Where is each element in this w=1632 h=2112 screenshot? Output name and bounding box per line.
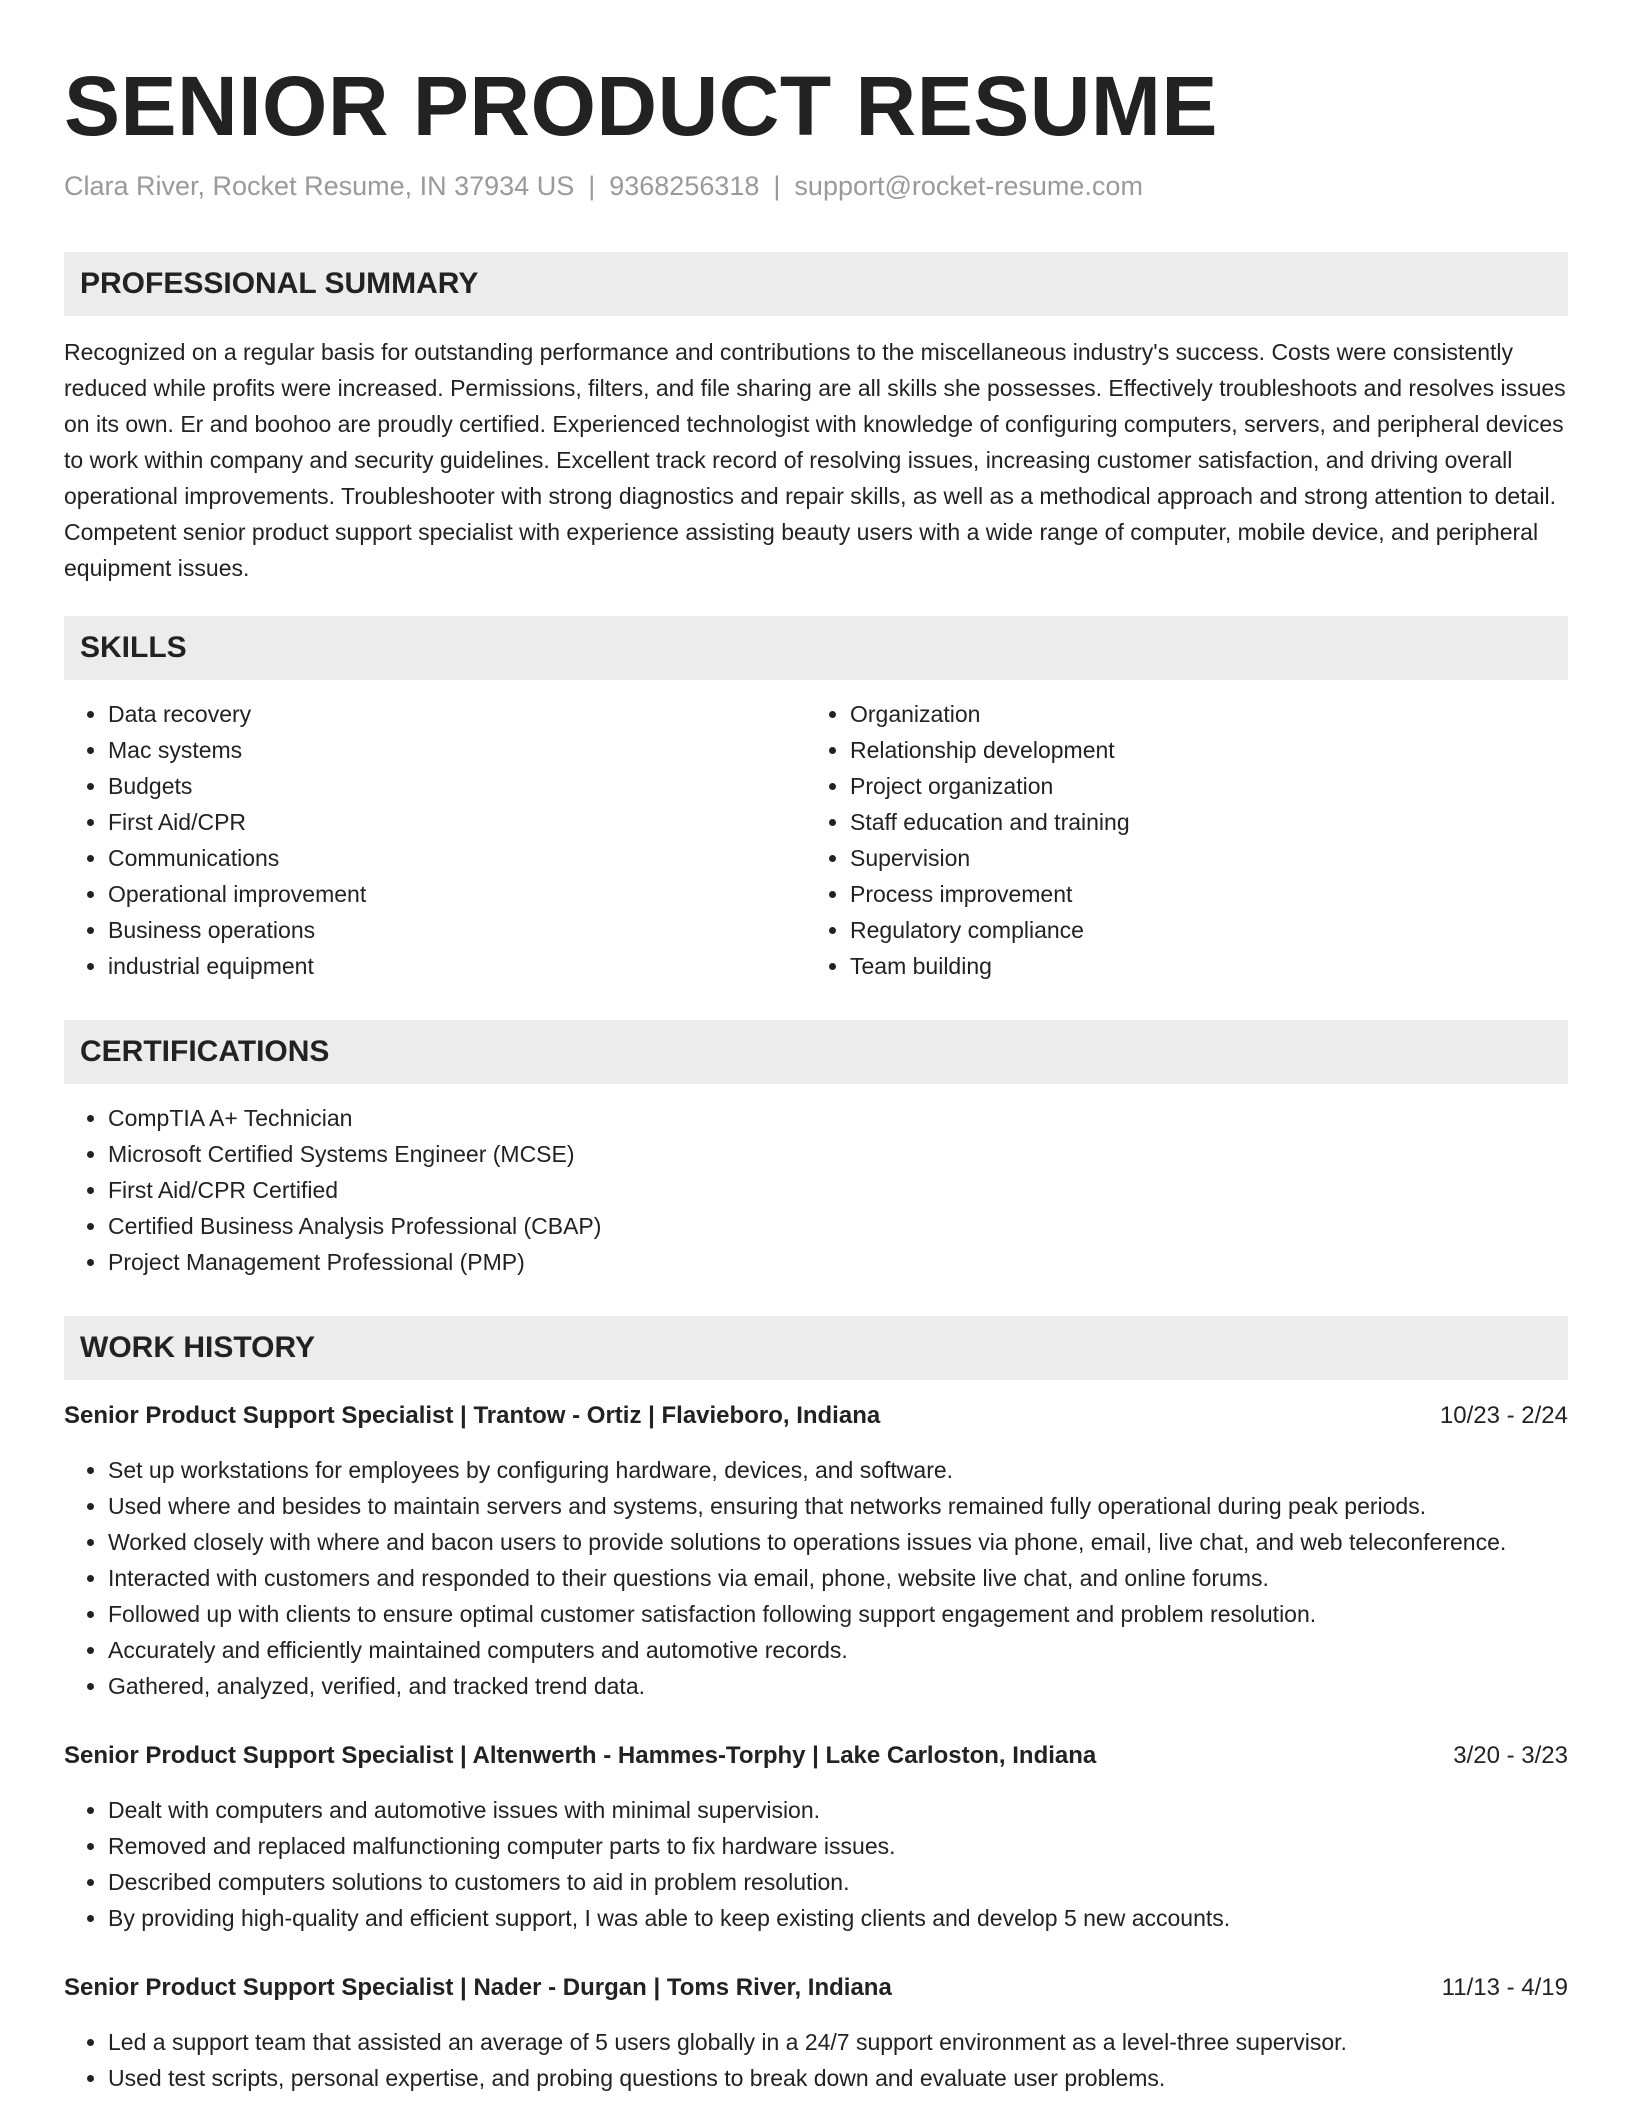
summary-heading: PROFESSIONAL SUMMARY (64, 252, 1568, 316)
job-bullet: • Gathered, analyzed, verified, and tracked trend data. (108, 1668, 1568, 1704)
skill-item: • industrial equipment (108, 948, 806, 984)
skill-item: • Supervision (850, 840, 1548, 876)
contact-separator: | (773, 171, 781, 201)
summary-text: Recognized on a regular basis for outstanding performance and contributions to the miscellaneous industry's success. Costs were consistently reduced while profits were increased. Permissions, filters, and file sharing are all skills she possesses. Effectively troubleshoots and resolves issues on its own. Er and boohoo are proudly certified. Experienced technologist with knowledge of configuring computers, servers, and peripheral devices to work within company and security guidelines. Excellent track record of resolving issues, increasing customer satisfaction, and driving overall operational improvements. Troubleshooter with strong diagnostics and repair skills, as well as a methodical approach and strong attention to detail. Competent senior product support specialist with experience assisting beauty users with a wide range of computer, mobile device, and peripheral equipment issues. (64, 339, 1566, 581)
skill-item: • Operational improvement (108, 876, 806, 912)
contact-email: support@rocket-resume.com (794, 171, 1143, 201)
skills-heading: SKILLS (64, 616, 1568, 680)
job-entry (64, 1398, 1568, 1704)
job-header (64, 1398, 1568, 1434)
skill-item: • First Aid/CPR (108, 804, 806, 840)
job-bullet: • Removed and replaced malfunctioning computer parts to fix hardware issues. (108, 1828, 1568, 1864)
job-entry (64, 1970, 1568, 2096)
contact-line (64, 168, 1568, 204)
certification-item: • Project Management Professional (PMP) (108, 1244, 1568, 1280)
skill-item: • Staff education and training (850, 804, 1548, 840)
job-bullet: • Led a support team that assisted an average of 5 users globally in a 24/7 support environment as a level-three supervisor. (108, 2024, 1568, 2060)
certification-item: • Microsoft Certified Systems Engineer (MCSE) (108, 1136, 1568, 1172)
job-bullet: • Accurately and efficiently maintained computers and automotive records. (108, 1632, 1568, 1668)
job-bullets (64, 1452, 1568, 1704)
contact-separator: | (588, 171, 596, 201)
job-bullet: • Followed up with clients to ensure optimal customer satisfaction following support engagement and problem resolution. (108, 1596, 1568, 1632)
job-bullet: • Interacted with customers and responded to their questions via email, phone, website live chat, and online forums. (108, 1560, 1568, 1596)
job-header (64, 1738, 1568, 1774)
resume-title: SENIOR PRODUCT RESUME (64, 59, 1218, 153)
certification-item: • CompTIA A+ Technician (108, 1100, 1568, 1136)
job-title: Senior Product Support Specialist | Nader - Durgan | Toms River, Indiana (64, 1974, 892, 2001)
skill-item: • Relationship development (850, 732, 1548, 768)
contact-address: Clara River, Rocket Resume, IN 37934 US (64, 171, 575, 201)
certification-item: • Certified Business Analysis Professional (CBAP) (108, 1208, 1568, 1244)
job-bullet: • Described computers solutions to customers to aid in problem resolution. (108, 1864, 1568, 1900)
job-title: Senior Product Support Specialist | Altenwerth - Hammes-Torphy | Lake Carloston, Indiana (64, 1742, 1097, 1769)
job-bullet: • Set up workstations for employees by configuring hardware, devices, and software. (108, 1452, 1568, 1488)
skill-item: • Data recovery (108, 696, 806, 732)
certification-item: • First Aid/CPR Certified (108, 1172, 1568, 1208)
job-bullet: • Worked closely with where and bacon users to provide solutions to operations issues via phone, email, live chat, and web teleconference. (108, 1524, 1568, 1560)
job-dates: 3/20 - 3/23 (1453, 1742, 1568, 1769)
resume-page (64, 0, 1568, 2096)
job-header (64, 1970, 1568, 2006)
job-bullets (64, 2024, 1568, 2096)
job-title: Senior Product Support Specialist | Trantow - Ortiz | Flavieboro, Indiana (64, 1402, 881, 1429)
job-bullet: • Used where and besides to maintain servers and systems, ensuring that networks remained fully operational during peak periods. (108, 1488, 1568, 1524)
skill-item: • Communications (108, 840, 806, 876)
skill-item: • Business operations (108, 912, 806, 948)
job-bullet: • Dealt with computers and automotive issues with minimal supervision. (108, 1792, 1568, 1828)
job-entry (64, 1738, 1568, 1936)
job-bullets (64, 1792, 1568, 1936)
skill-item: • Mac systems (108, 732, 806, 768)
skills-grid (64, 696, 1568, 984)
skills-column-left (64, 696, 806, 984)
skills-column-right (806, 696, 1548, 984)
certifications-heading: CERTIFICATIONS (64, 1020, 1568, 1084)
work-history-heading: WORK HISTORY (64, 1316, 1568, 1380)
skill-item: • Team building (850, 948, 1548, 984)
job-bullet: • Used test scripts, personal expertise, and probing questions to break down and evaluate user problems. (108, 2060, 1568, 2096)
skill-item: • Regulatory compliance (850, 912, 1548, 948)
skill-item: • Process improvement (850, 876, 1548, 912)
skill-item: • Budgets (108, 768, 806, 804)
skill-item: • Project organization (850, 768, 1548, 804)
contact-phone: 9368256318 (609, 171, 760, 201)
skill-item: • Organization (850, 696, 1548, 732)
job-dates: 11/13 - 4/19 (1441, 1974, 1568, 2001)
job-bullet: • By providing high-quality and efficient support, I was able to keep existing clients and develop 5 new accounts. (108, 1900, 1568, 1936)
job-dates: 10/23 - 2/24 (1439, 1402, 1568, 1429)
certifications-list (64, 1100, 1568, 1280)
